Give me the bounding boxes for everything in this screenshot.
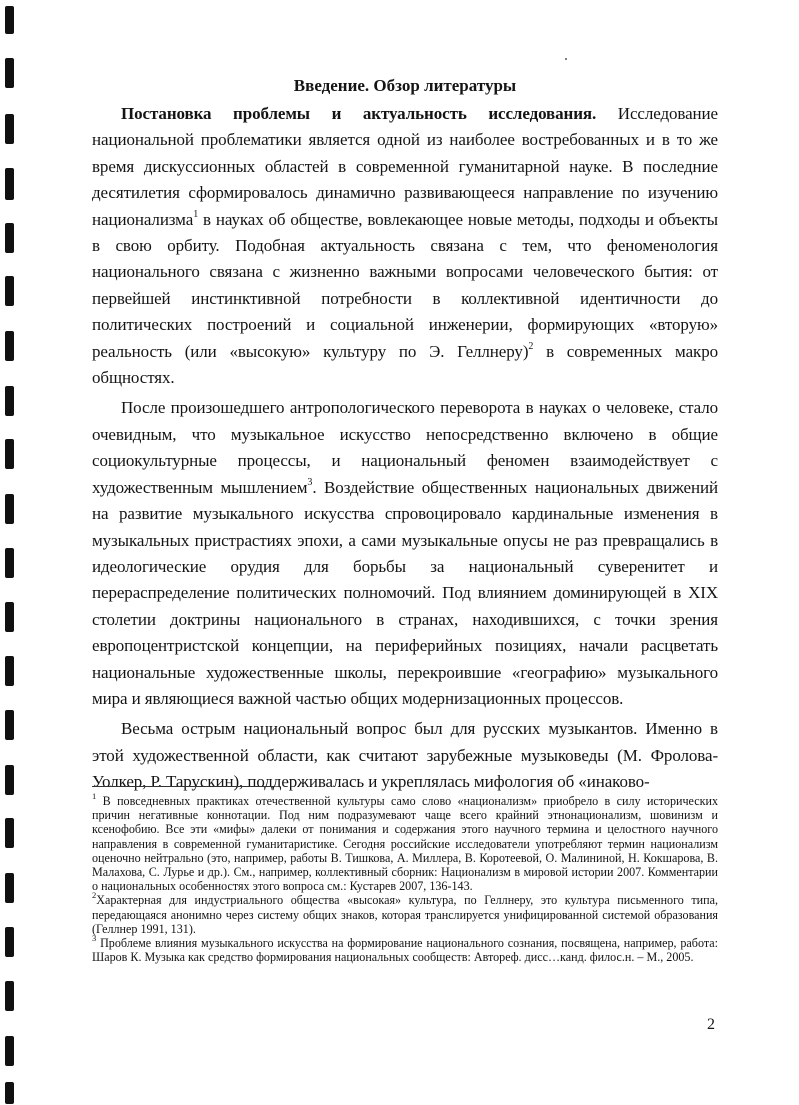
paragraph-text: Исследование национальной проблематики является одной из наиболее востребованных и в то же время дискуссионных областей в современной гуманитарной науке. В последние десятилетия сформировалось динамично развивающееся направление по изучению национализма bbox=[92, 104, 718, 229]
footnote-text: Проблеме влияния музыкального искусства на формирование национального сознания, посвящена, например, работа: Шаров К. Музыка как средство формирования национальных сообществ: Автореф. дисс…канд. филос.н. – М., 2005. bbox=[92, 936, 718, 965]
page-number: 2 bbox=[707, 1016, 715, 1033]
paragraph-text: в современных макро общностях. bbox=[92, 341, 718, 388]
body-text bbox=[92, 101, 718, 796]
paragraph-2 bbox=[92, 395, 718, 712]
footnote-number: 3 bbox=[92, 933, 97, 943]
paragraph-text: в науках об обществе, вовлекающее новые методы, подходы и объекты в свою орбиту. Подобная актуальность связана с тем, что феноменология национального связана с жизненно важными вопросами человеческого бытия: от первейшей инстинктивной потребности в коллективной идентичности до политических построений и социальной инженерии, формирующих «вторую» реальность (или «высокую» культуру по Э. Геллнеру) bbox=[92, 209, 718, 361]
footnote-3 bbox=[92, 933, 718, 965]
footnote-ref[interactable]: 1 bbox=[193, 208, 199, 220]
footnote-divider bbox=[92, 786, 275, 787]
paragraph-3 bbox=[92, 716, 718, 795]
spiral-binding bbox=[0, 0, 24, 1105]
footnote-2 bbox=[92, 890, 718, 936]
footnotes bbox=[92, 790, 718, 965]
footnote-number: 1 bbox=[92, 790, 97, 801]
footnote-number: 2 bbox=[92, 890, 97, 901]
paragraph-text: Весьма острым национальный вопрос был для русских музыкантов. Именно в этой художественной области, как считают зарубежные музыковеды (М. Фролова-Уолкер, Р. Тарускин), поддерживалась и укреплялась мифология об «инаково- bbox=[92, 719, 718, 792]
section-heading: Введение. Обзор литературы bbox=[293, 76, 517, 95]
footnote-text: Характерная для индустриального общества «высокая» культура, по Геллнеру, это культура письменного типа, передающаяся анонимно через систему общих знаков, которая транслируется унифицированной системой образования (Геллнер 1991, 131). bbox=[92, 893, 718, 936]
paragraph-1 bbox=[92, 101, 718, 391]
paragraph-lead: Постановка проблемы и актуальность исследования. bbox=[121, 104, 597, 123]
paragraph-text: После произошедшего антропологического переворота в науках о человеке, стало очевидным, что музыкальное искусство непосредственно включено в общие социокультурные процессы, и национальный феномен взаимодействует с художественным мышлением bbox=[92, 398, 718, 497]
scan-speck bbox=[565, 58, 567, 60]
footnote-ref[interactable]: 2 bbox=[528, 341, 534, 352]
paragraph-text: . Воздействие общественных национальных движений на развитие музыкального искусства спровоцировало кардинальные изменения в музыкальных пристрастиях эпохи, а сами музыкальные опусы не раз превращались в идеологические орудия для борьбы за национальный суверенитет и перераспределение политических полномочий. Под влиянием доминирующей в XIX столетии доктрины национального в странах, находившихся, с точки зрения европоцентристской концепции, на периферийных позициях, начали расцветать национальные художественные школы, перекроившие «географию» музыкального мира и являющиеся важной частью общих модернизационных процессов. bbox=[92, 477, 718, 708]
footnote-ref[interactable]: 3 bbox=[307, 477, 313, 489]
footnote-text: В повседневных практиках отечественной культуры само слово «национализм» приобрело в силу исторических причин негативные коннотации. Под ним подразумевают чаще всего крайний этнонационализм, шовинизм и ксенофобию. Все эти «мифы» далеки от понимания и содержания этого научного термина и целостного научного направления в современной гуманитаристике. Сегодня российские исследователи употребляют термин национализм оценочно нейтрально (это, например, работы В. Тишкова, А. Миллера, В. Коротеевой, О. Малининой, Н. Кокшарова, В. Малахова, С. Лурье и др.). См., например, коллективный сборник: Национализм в мировой истории 2007. Комментарии о национальных особенностях этого вопроса см.: Кустарев 2007, 136-143. bbox=[92, 794, 718, 894]
footnote-1 bbox=[92, 790, 718, 894]
